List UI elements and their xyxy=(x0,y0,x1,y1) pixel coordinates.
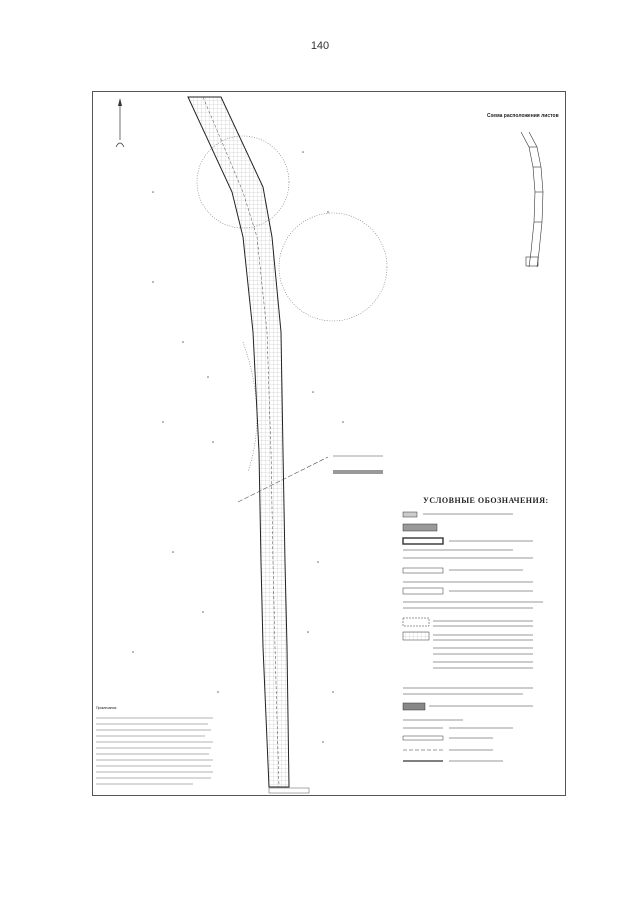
pipeline-corridor xyxy=(188,97,289,787)
notes-text-lines xyxy=(96,718,213,784)
page-number: 140 xyxy=(310,40,330,52)
legend-title: УСЛОВНЫЕ ОБОЗНАЧЕНИЯ: xyxy=(423,496,549,505)
north-arrow-icon xyxy=(116,98,124,147)
terrain-markers xyxy=(132,151,344,743)
legend xyxy=(403,512,543,761)
scheme-title: Схема расположения листов xyxy=(487,113,559,119)
map-drawing xyxy=(93,92,565,795)
sheet-footer-label xyxy=(269,788,309,793)
sheet-layout-scheme xyxy=(521,132,543,267)
map-label-block xyxy=(333,456,383,474)
notes-heading: Примечания: xyxy=(96,706,118,710)
protection-zone-outline xyxy=(197,136,387,472)
map-sheet xyxy=(92,91,566,796)
